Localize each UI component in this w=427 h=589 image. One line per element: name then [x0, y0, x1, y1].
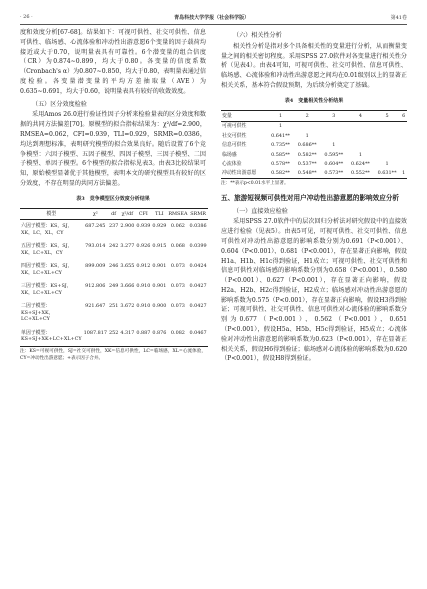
cell-value: [400, 150, 407, 159]
cell-value: 0.578**: [271, 160, 290, 167]
left-column: [20, 28, 206, 363]
cell-rmsea: 0.068: [170, 242, 185, 249]
col-header: 变量: [221, 110, 267, 121]
cell-value: 0.595**: [324, 151, 344, 158]
cell-value: 0.537**: [297, 160, 317, 167]
cell-chi2: 687.245: [85, 222, 106, 229]
cell-value: 1: [400, 169, 407, 179]
cell-model: 二因子模型：KS+SJ+XK，LC+XL+CY: [21, 302, 54, 323]
cell-value: 0.624**: [350, 160, 370, 167]
table-3: [20, 195, 206, 363]
cell-value: 0.548**: [294, 169, 321, 179]
table-row: [221, 169, 407, 179]
table-row: [221, 159, 407, 168]
col-header: df: [108, 208, 119, 219]
cell-value: 0.582**: [297, 151, 317, 158]
cell-value: [294, 121, 321, 131]
cell-srmr: 0.0399: [189, 242, 207, 249]
cell-model: 五因子模型：KS，SJ，XK，LC+XL，CY: [21, 242, 73, 256]
table-row: [20, 240, 208, 260]
cell-variable: 冲动性出游意愿: [221, 169, 267, 179]
cell-value: 0.631**: [374, 169, 401, 179]
cell-srmr: 0.0427: [189, 302, 207, 309]
cell-df: 246: [108, 262, 119, 269]
cell-value: 0.641**: [271, 132, 290, 139]
cell-value: 1: [278, 123, 283, 130]
running-header: [20, 12, 407, 22]
cell-rmsea: 0.073: [170, 282, 185, 289]
cell-cfi: 0.912: [136, 262, 151, 269]
cell-model: 六因子模型：KS，SJ，XK，LC，XL，CY: [21, 222, 73, 236]
table-note: 注：KS=可视可供性，SJ=社交可供性，XK=信息可供性，LC=临场感，XL=心流体验，CY=冲动性出游意愿；+表示因子合并。: [20, 349, 206, 361]
table-row: [20, 326, 208, 346]
cell-srmr: 0.0386: [189, 222, 207, 229]
col-header: 4: [347, 110, 374, 121]
paragraph-discriminant: 采用Amos 26.0进行验证性因子分析来检验量表的区分效度和数据的共同方法偏差[70]。原模型的拟合指标结果为：χ²/df=2.900，RMSEA=0.062，CFI=0.939，TLI=0.929，SRMR=0.0386，均达到理想标准，表明研究模型的拟合效果良好。随后设置了6个竞争模型：六因子模型、五因子模型、四因子模型、三因子模型、二因子模型、单因子模型。6个模型的拟合指标见表3。由表3比较结果可知，原始模型显著优于其他模型，表明本文的研究模型具有较好的区分效度，不存在明显的共同方法偏差。: [20, 111, 206, 187]
cell-value: [374, 141, 401, 150]
cell-value: 0.604**: [324, 160, 344, 167]
section-heading-discriminant: （五）区分效度检验: [32, 100, 87, 108]
table-caption: 表3 竞争模型区分效度分析结果: [76, 195, 150, 202]
cell-value: [320, 121, 347, 131]
table-row: [20, 219, 208, 239]
col-header: 2: [294, 110, 321, 121]
cell-value: [400, 159, 407, 168]
table-header-row: [221, 110, 407, 121]
competing-model-table: [20, 208, 208, 348]
cell-value: [374, 150, 401, 159]
col-header: TLI: [151, 208, 167, 219]
right-column: [221, 28, 407, 364]
cell-tli: 0.900: [152, 302, 167, 309]
cell-value: 0.552**: [347, 169, 374, 179]
cell-df: 251: [108, 302, 119, 309]
cell-value: 0.585**: [271, 151, 290, 158]
cell-srmr: 0.0424: [189, 262, 207, 269]
cell-variable: 信息可供性: [222, 142, 247, 149]
cell-value: [400, 121, 407, 131]
table-row: [221, 121, 407, 131]
col-header: χ²/df: [119, 208, 135, 219]
col-header: CFI: [135, 208, 151, 219]
table-4: [221, 97, 407, 188]
cell-cfi: 0.939: [136, 222, 151, 229]
volume-label: 第41卷: [390, 14, 407, 21]
cell-model: 四因子模型：KS，SJ，XK，LC+XL+CY: [21, 262, 73, 276]
cell-cfi: 0.910: [136, 302, 151, 309]
correlation-table: [221, 110, 407, 180]
cell-ratio: 3.655: [120, 262, 135, 269]
cell-ratio: 2.900: [120, 222, 135, 229]
cell-rmsea: 0.073: [170, 302, 185, 309]
header-rule: [20, 24, 407, 25]
cell-value: 0.582**: [267, 169, 294, 179]
cell-value: [347, 131, 374, 140]
table-row: [20, 280, 208, 300]
cell-value: 0.573**: [320, 169, 347, 179]
cell-rmsea: 0.082: [167, 326, 188, 346]
table-row: [221, 150, 407, 159]
paragraph-correlation: 相关性分析是指对多个具备相关性的变量进行分析，从而衡量变量之间的相关密切程度。采用SPSS 27.0软件对各变量进行相关性分析（见表4）。由表4可知，可视可供性、社交可供性、信息可供性、临场感、心流体验和冲动性出游意愿之间均在0.01级别以上的显著正相关关系，基本符合假设预期，为后续分析奠定了基础。: [221, 42, 407, 89]
cell-srmr: 0.0467: [189, 326, 208, 346]
page-number: · 26 ·: [20, 14, 33, 20]
cell-df: 242: [108, 242, 119, 249]
table-header-row: [20, 208, 208, 219]
cell-df: 237: [108, 222, 119, 229]
cell-tli: 0.901: [152, 262, 167, 269]
table-row: [20, 260, 208, 280]
col-header: 3: [320, 110, 347, 121]
section-heading-correlation: （六）相关性分析: [233, 32, 282, 39]
cell-value: [347, 141, 374, 150]
col-header: 6: [400, 110, 407, 121]
col-header: χ²: [83, 208, 108, 219]
cell-value: 0.686**: [297, 142, 317, 149]
paragraph-reliability: 度和效度分析[67-68]。结果如下：可视可供性、社交可供性、信息可供性、临场感、心流体验和冲动性出游意愿6个变量的因子载荷均接近或大于0.70，说明量表具有可靠性。6个潜变量的组合信度（CR）为0.874~0.899，均大于0.80。各变量的信度系数（Cronbach's α）为0.807~0.850，均大于0.80，表明量表通过信度检验。各变量潜变量的平均方差抽取量（AVE）为0.635~0.691，均大于0.60，说明量表具有较好的收敛效度。: [20, 29, 206, 95]
cell-value: 0.735**: [271, 142, 290, 149]
cell-chi2: 921.647: [85, 302, 106, 309]
cell-value: 1: [358, 151, 362, 158]
cell-cfi: 0.926: [136, 242, 151, 249]
cell-value: [347, 121, 374, 131]
cell-rmsea: 0.062: [170, 222, 185, 229]
cell-value: [400, 141, 407, 150]
cell-model: 单因子模型：KS+SJ+XK+LC+XL+CY: [20, 326, 83, 346]
col-header: 5: [374, 110, 401, 121]
col-header: 模型: [20, 208, 83, 219]
cell-value: [374, 131, 401, 140]
journal-title: 青岛科技大学学报（社会科学版）: [174, 14, 250, 21]
cell-chi2: 899.009: [85, 262, 106, 269]
table-note: 注：**表示p<0.01水平上显著。: [221, 181, 289, 187]
table-row: [221, 131, 407, 140]
table-caption: 表4 变量相关性分析结果: [284, 97, 344, 104]
section-heading-effects: 五、旅游短视频可供性对用户冲动性出游意愿的影响效应分析: [221, 193, 400, 202]
cell-value: [400, 131, 407, 140]
cell-srmr: 0.0427: [189, 282, 207, 289]
cell-tli: 0.929: [152, 222, 167, 229]
paragraph-direct-effect: 采用SPSS 27.0软件中的层次回归分析法对研究假设中的直接效应进行检验（见表5）。由表5可见，可视可供性、社交可供性、信息可供性对冲动性出游意愿的影响系数分别为0.691（P<0.001）、0.604（P<0.001）、0.681（P<0.001），存在显著正向影响，假设H1a、H1b、H1c得到验证，H1成立；可视可供性、社交可供性和信息可供性对临场感的影响系数分别为0.658（P<0.001）、0.580（P<0.001）、0.627（P<0.001），存在显著正向影响，假设H2a、H2b、H2c得到验证，H2成立；临场感对冲动性出游意愿的影响系数为0.575（P<0.001），存在显著正向影响，假设H3得到验证；可视可供性、社交可供性、信息可供性对心流体验的影响系数分别为0.677（P<0.001）、0.562（P<0.001）、0.651（P<0.001），假设H5a、H5b、H5c得到验证，H5成立；心流体验对冲动性出游意愿的影响系数为0.623（P<0.001），存在显著正相关关系，假设H6得到验证；临场感对心流体验的影响系数为0.620（P<0.001），假设H8得到验证。: [221, 218, 407, 363]
cell-cfi: 0.910: [136, 282, 151, 289]
cell-value: [374, 121, 401, 131]
cell-value: [320, 131, 347, 140]
cell-rmsea: 0.073: [170, 262, 185, 269]
cell-variable: 社交可供性: [222, 132, 247, 139]
cell-tli: 0.901: [152, 282, 167, 289]
cell-df: 249: [108, 282, 119, 289]
cell-cfi: 0.887: [135, 326, 151, 346]
cell-chi2: 912.806: [85, 282, 106, 289]
table-row: [20, 300, 208, 327]
cell-tli: 0.915: [152, 242, 167, 249]
col-header: SRMR: [189, 208, 208, 219]
col-header: RMSEA: [167, 208, 188, 219]
cell-chi2: 793.014: [85, 242, 106, 249]
table-row: [221, 141, 407, 150]
cell-variable: 临场感: [222, 151, 237, 158]
cell-value: 1: [332, 142, 336, 149]
subsection-heading-direct-effect: （一）直接效应检验: [233, 207, 288, 215]
cell-ratio: 3.672: [120, 302, 135, 309]
cell-value: 1: [385, 160, 389, 167]
col-header: 1: [267, 110, 294, 121]
cell-value: 1: [305, 132, 309, 139]
cell-df: 252: [108, 326, 119, 346]
cell-tli: 0.876: [151, 326, 167, 346]
cell-model: 三因子模型：KS+SJ，XK，LC+XL+CY: [21, 282, 72, 296]
cell-ratio: 3.666: [120, 282, 135, 289]
cell-ratio: 4.317: [119, 326, 135, 346]
cell-variable: 可视可供性: [222, 123, 247, 130]
cell-ratio: 3.277: [120, 242, 135, 249]
cell-chi2: 1087.817: [83, 326, 108, 346]
cell-variable: 心流体验: [222, 160, 242, 167]
